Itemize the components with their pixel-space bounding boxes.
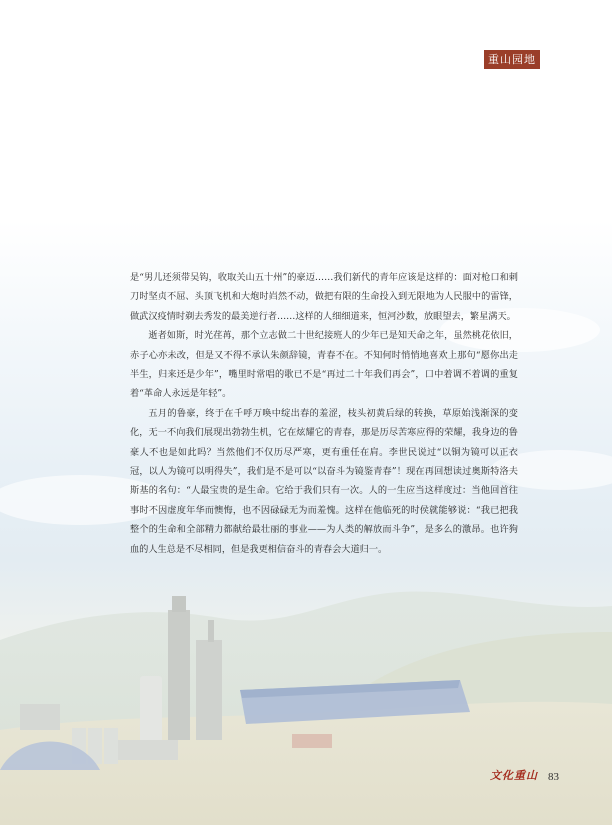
article-body xyxy=(130,268,518,559)
publication-logo: 文化重山 xyxy=(490,769,538,782)
article-paragraph: 是“男儿还须带吴钩，收取关山五十州”的豪迈……我们新代的青年应该是这样的：面对枪口和刺刀时坚贞不屈、头顶飞机和大炮时岿然不动，做把有限的生命投入到无限地为人民服中的雷锋，做武汉疫情时剃去秀发的最美逆行者……这样的人细细道来，恒河沙数，放眼望去，繁星满天。 xyxy=(130,272,518,322)
article-paragraph: 逝者如斯，时光荏苒，那个立志做二十世纪接班人的少年已是知天命之年，虽然桃花依旧，赤子心亦未改，但是又不得不承认朱颜辞镜，青春不在。不知何时悄悄地喜欢上那句“愿你出走半生，归来还是少年”，嘴里时常唱的歌已不是“再过二十年我们再会”，口中着调不着调的重复着“革命人永远是年轻”。 xyxy=(130,330,518,400)
section-tag: 重山园地 xyxy=(484,50,540,69)
article-paragraph: 五月的鲁豪，终于在千呼万唤中绽出春的羞涩，枝头初黄后绿的转换，草原始浅渐深的变化，无一不向我们展现出勃勃生机，它在炫耀它的青春，那是历尽苦寒应得的荣耀，我身边的鲁豪人不也是如此吗？当然他们不仅历尽严寒，更有重任在肩。李世民说过“以铜为镜可以正衣冠，以人为镜可以明得失”，我们是不是可以“以奋斗为镜鉴青春”！现在再回想读过奥斯特洛夫斯基的名句：“人最宝贵的是生命。它给于我们只有一次。人的一生应当这样度过：当他回首往事时不因虚度年华而懊悔，也不因碌碌无为而羞愧。这样在他临死的时侯就能够说：“我已把我整个的生命和全部精力都献给最壮丽的事业——为人类的解放而斗争”，是多么的激昂。也许狗血的人生总是不尽相同，但是我更相信奋斗的青春会大道归一。 xyxy=(130,407,518,555)
page-number: 83 xyxy=(548,771,559,783)
